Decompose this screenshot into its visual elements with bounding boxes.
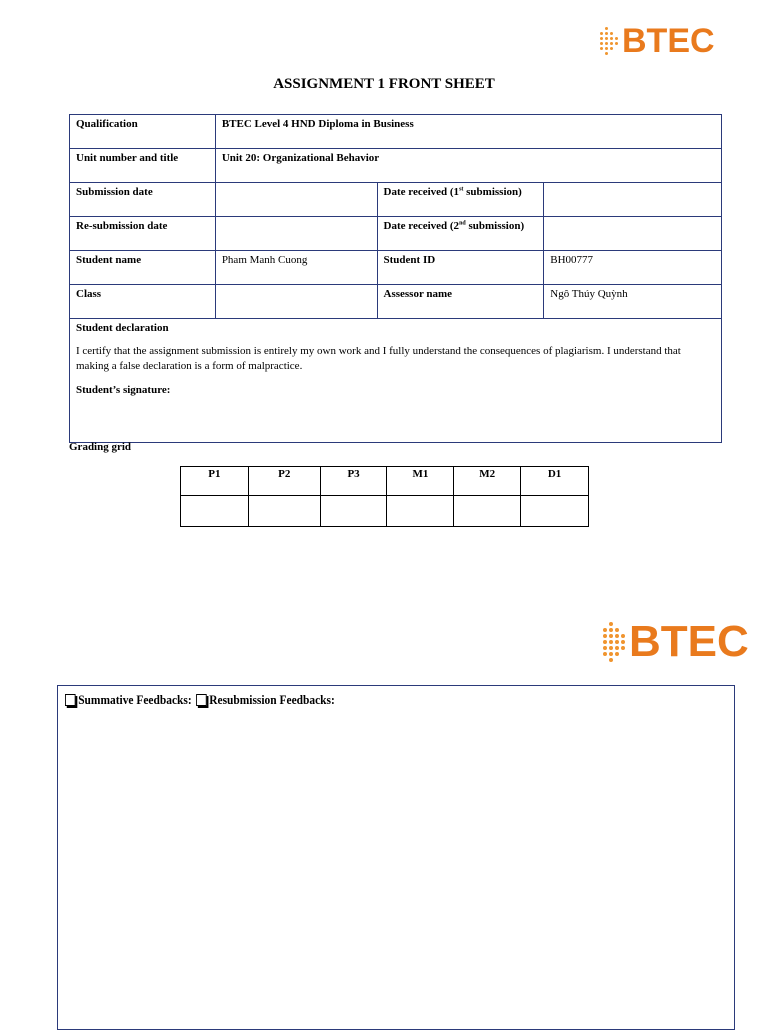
grading-grid-table xyxy=(180,466,589,527)
btec-logo-top xyxy=(600,22,715,60)
summative-feedback-label: Summative Feedbacks: xyxy=(78,692,192,707)
grade-header-p1: P1 xyxy=(181,467,249,496)
btec-logo-bottom xyxy=(603,618,749,666)
grade-cell-d1[interactable] xyxy=(521,496,589,527)
grade-header-p3: P3 xyxy=(320,467,387,496)
table-row xyxy=(70,115,722,149)
grade-cell-p2[interactable] xyxy=(248,496,320,527)
logo-text: BTEC xyxy=(622,22,715,60)
qualification-value: BTEC Level 4 HND Diploma in Business xyxy=(215,115,721,149)
table-row xyxy=(70,251,722,285)
grade-header-p2: P2 xyxy=(248,467,320,496)
resubmission-feedback-label: Resubmission Feedbacks: xyxy=(209,692,335,707)
student-name-field[interactable]: Pham Manh Cuong xyxy=(215,251,377,285)
grade-cell-p1[interactable] xyxy=(181,496,249,527)
date-received-2-label: Date received (2nd submission) xyxy=(377,217,544,251)
submission-date-label: Submission date xyxy=(70,183,216,217)
grade-header-d1: D1 xyxy=(521,467,589,496)
resubmission-checkbox-icon[interactable] xyxy=(196,694,207,706)
submission-date-field[interactable] xyxy=(215,183,377,217)
assessor-field[interactable]: Ngô Thúy Quỳnh xyxy=(544,285,722,319)
table-row xyxy=(70,149,722,183)
grade-header-m2: M2 xyxy=(454,467,521,496)
assessor-label: Assessor name xyxy=(377,285,544,319)
grading-grid-label: Grading grid xyxy=(69,441,132,453)
page-title: ASSIGNMENT 1 FRONT SHEET xyxy=(273,76,495,92)
table-row xyxy=(181,467,589,496)
signature-label: Student’s signature: xyxy=(76,384,171,396)
date-received-1-field[interactable] xyxy=(544,183,722,217)
date-received-1-label: Date received (1st submission) xyxy=(377,183,544,217)
table-row xyxy=(70,217,722,251)
grade-cell-m2[interactable] xyxy=(454,496,521,527)
grade-cell-m1[interactable] xyxy=(387,496,454,527)
unit-label: Unit number and title xyxy=(70,149,216,183)
student-declaration xyxy=(70,319,722,443)
grade-header-m1: M1 xyxy=(387,467,454,496)
date-received-2-field[interactable] xyxy=(544,217,722,251)
table-row xyxy=(70,285,722,319)
feedback-box[interactable] xyxy=(57,685,735,1030)
front-sheet-table xyxy=(69,114,722,443)
logo-text: BTEC xyxy=(629,617,749,666)
logo-dots-icon xyxy=(600,27,619,56)
feedback-header xyxy=(65,692,335,708)
resubmission-date-field[interactable] xyxy=(215,217,377,251)
class-field[interactable] xyxy=(215,285,377,319)
table-row xyxy=(70,183,722,217)
grade-cell-p3[interactable] xyxy=(320,496,387,527)
qualification-label: Qualification xyxy=(70,115,216,149)
summative-checkbox-icon[interactable] xyxy=(65,694,76,706)
unit-value: Unit 20: Organizational Behavior xyxy=(215,149,721,183)
table-row xyxy=(70,319,722,443)
declaration-text: I certify that the assignment submission is entirely my own work and I fully understand the consequences of plagiarism. I understand that making a false declaration is a form of malpractice. xyxy=(76,345,681,372)
student-id-field[interactable]: BH00777 xyxy=(544,251,722,285)
student-id-label: Student ID xyxy=(377,251,544,285)
table-row xyxy=(181,496,589,527)
resubmission-date-label: Re-submission date xyxy=(70,217,216,251)
logo-dots-icon xyxy=(603,622,626,663)
declaration-heading: Student declaration xyxy=(76,322,169,334)
class-label: Class xyxy=(70,285,216,319)
student-name-label: Student name xyxy=(70,251,216,285)
